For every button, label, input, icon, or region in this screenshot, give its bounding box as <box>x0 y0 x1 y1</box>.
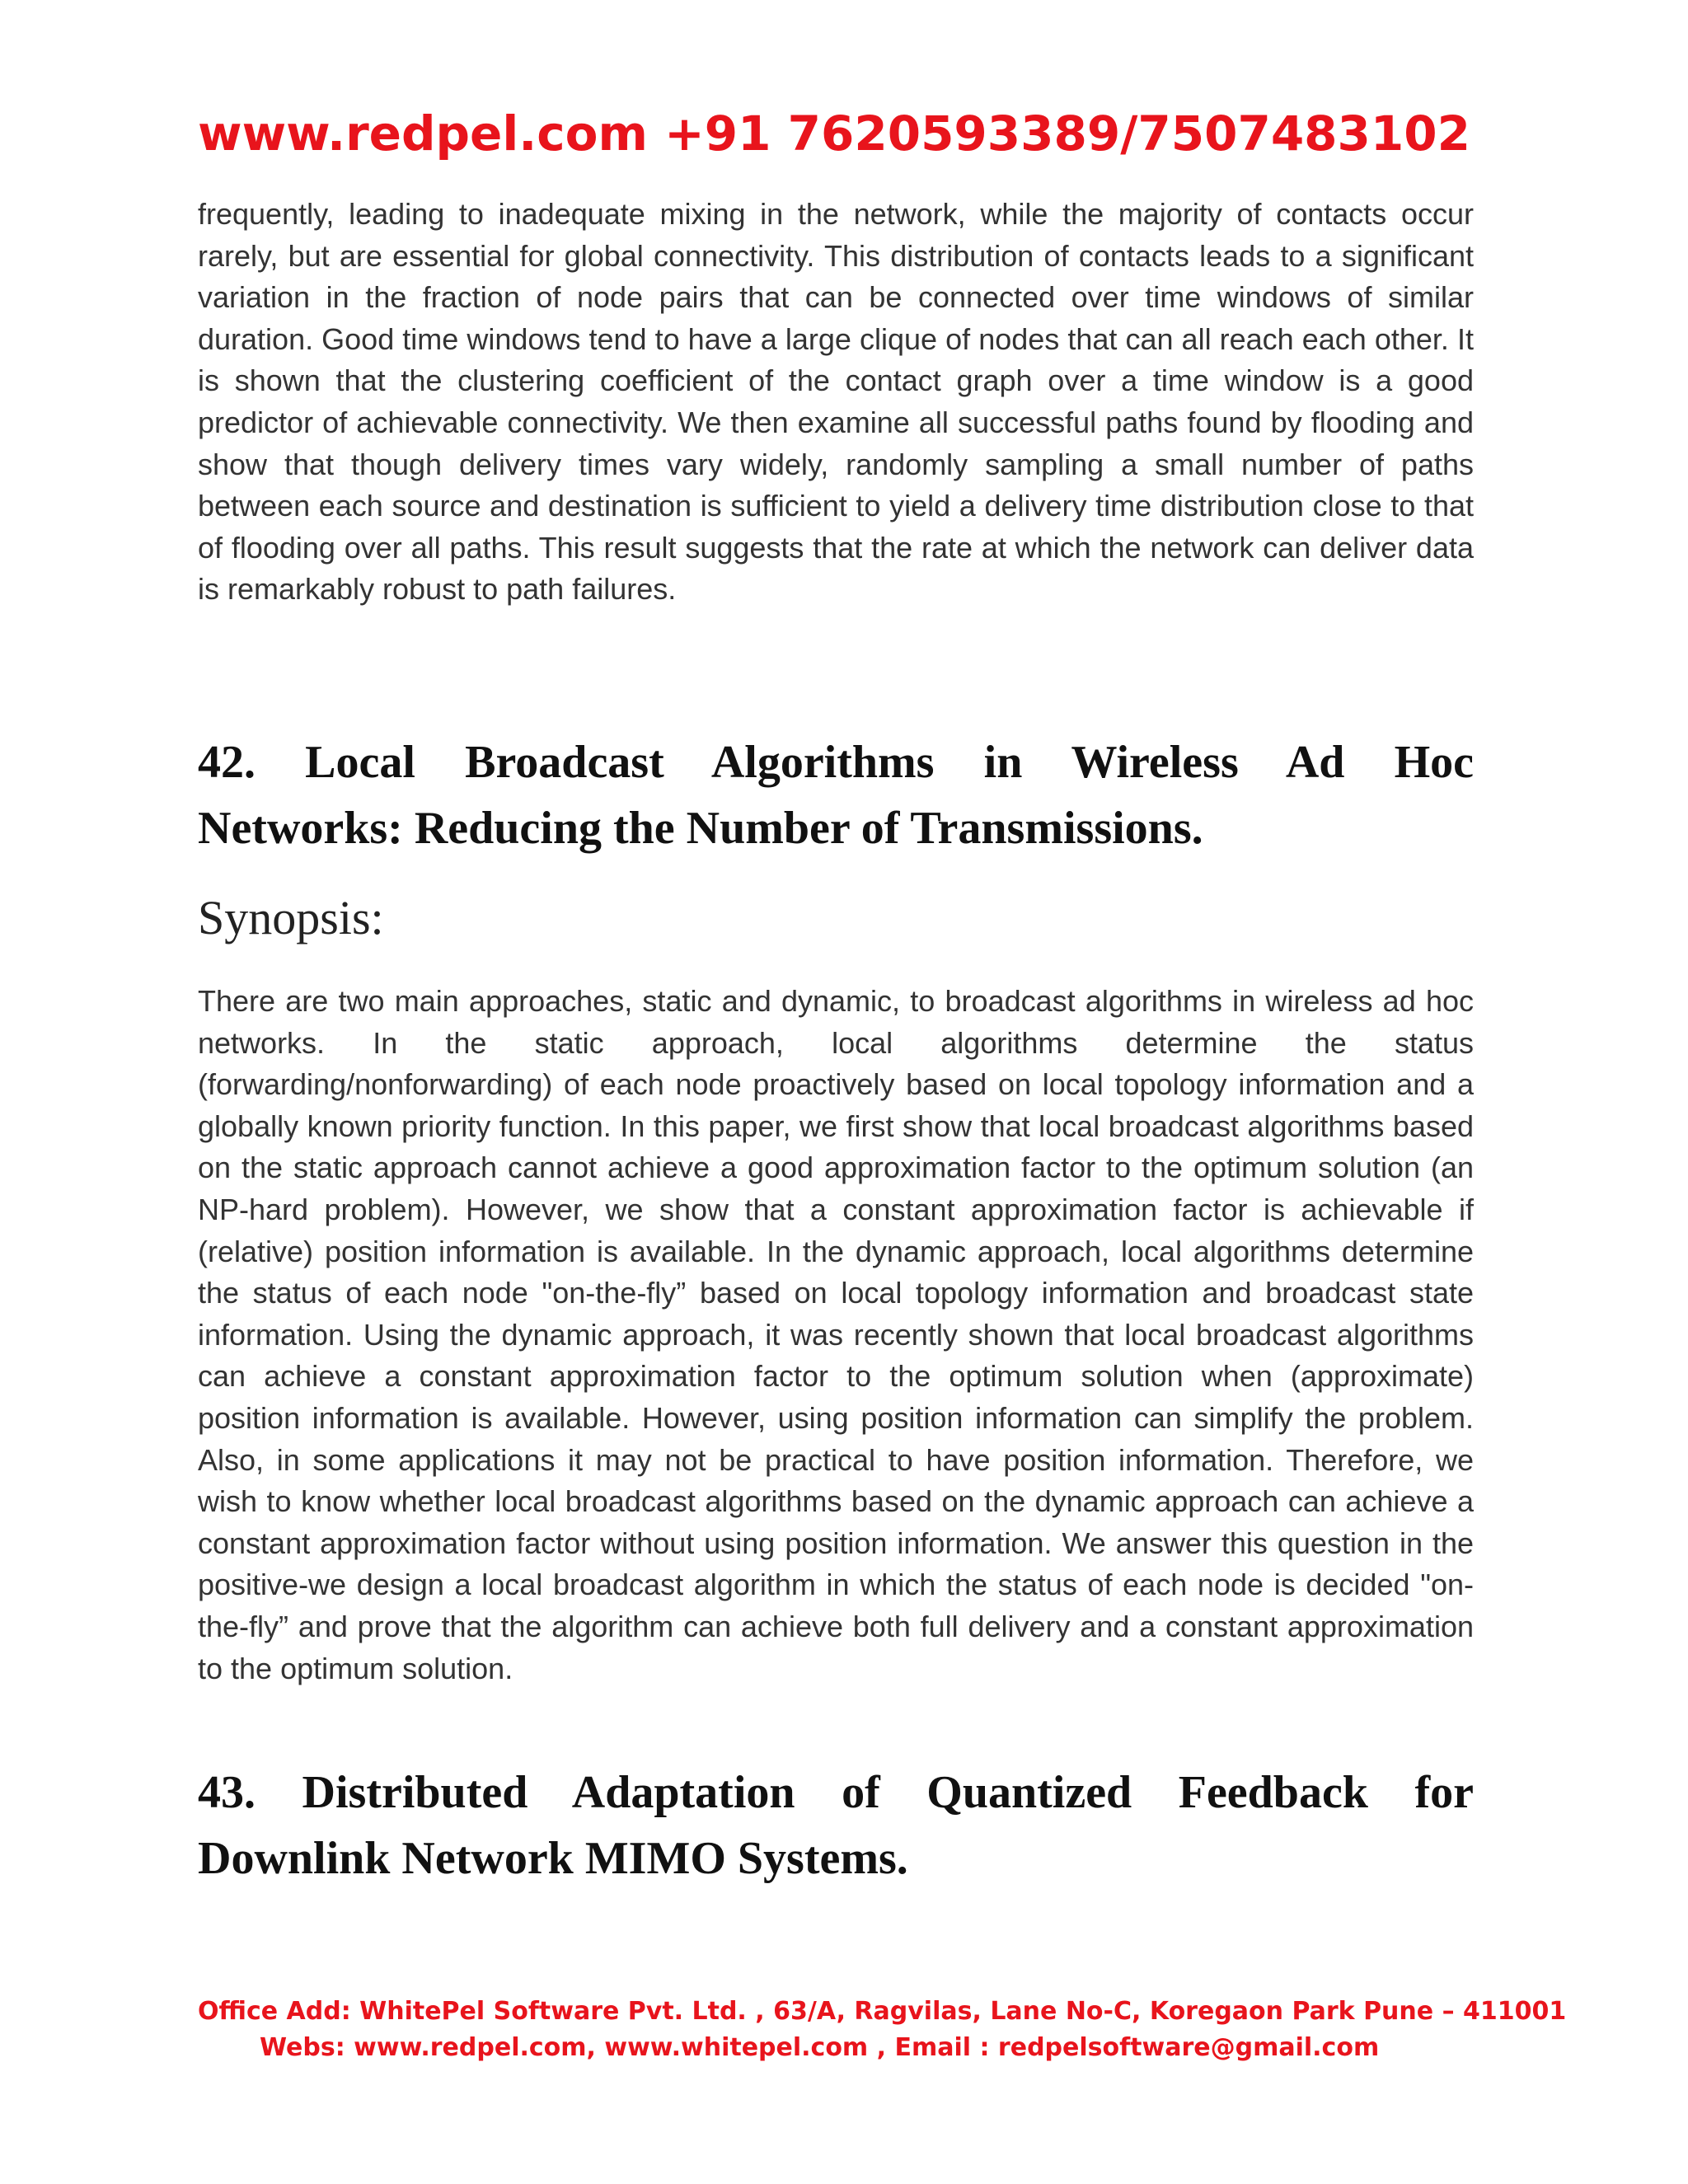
footer-webs: Webs: www.redpel.com, www.whitepel.com , Email : redpelsoftware@gmail.com <box>260 2033 1380 2062</box>
synopsis-label: Synopsis: <box>198 891 384 944</box>
section-42-title-line1: 42. Local Broadcast Algorithms in Wireless Ad Hoc <box>198 737 1474 788</box>
section-43-title-line2: Downlink Network MIMO Systems. <box>198 1833 908 1884</box>
header-contact: www.redpel.com +91 7620593389/7507483102 <box>198 105 1470 162</box>
synopsis-paragraph: There are two main approaches, static and dynamic, to broadcast algorithms in wireless ad hoc networks. In the static approach, local algorithms determine the status (forwarding/nonforwarding) of each node proactively based on local topology information and a globally known priority function. In this paper, we first show that local broadcast algorithms based on the static approach cannot achieve a good approximation factor to the optimum solution (an NP-hard problem). However, we show that a constant approximation factor is achievable if (relative) position information is available. In the dynamic approach, local algorithms determine the status of each node "on-the-fly” based on local topology information and broadcast state information. Using the dynamic approach, it was recently shown that local broadcast algorithms can achieve a constant approximation factor to the optimum solution when (approximate) position information is available. However, using position information can simplify the problem. Also, in some applications it may not be practical to have position information. Therefore, we wish to know whether local broadcast algorithms based on the dynamic approach can achieve a constant approximation factor without using position information. We answer this question in the positive-we design a local broadcast algorithm in which the status of each node is decided "on-the-fly” and prove that the algorithm can achieve both full delivery and a constant approximation to the optimum solution. <box>198 984 1474 1685</box>
section-43-heading <box>198 1760 1474 1891</box>
section-42-title-line2: Networks: Reducing the Number of Transmissions. <box>198 803 1203 854</box>
section-43-title-line1: 43. Distributed Adaptation of Quantized Feedback for <box>198 1767 1474 1818</box>
footer-address: Office Add: WhitePel Software Pvt. Ltd. , 63/A, Ragvilas, Lane No-C, Koregaon Park Pune – 411001 <box>198 1997 1567 2026</box>
intro-paragraph: frequently, leading to inadequate mixing in the network, while the majority of contacts occur rarely, but are essential for global connectivity. This distribution of contacts leads to a significant variation in the fraction of node pairs that can be connected over time windows of similar duration. Good time windows tend to have a large clique of nodes that can all reach each other. It is shown that the clustering coefficient of the contact graph over a time window is a good predictor of achievable connectivity. We then examine all successful paths found by flooding and show that though delivery times vary widely, randomly sampling a small number of paths between each source and destination is sufficient to yield a delivery time distribution close to that of flooding over all paths. This result suggests that the rate at which the network can deliver data is remarkably robust to path failures. <box>198 197 1474 607</box>
section-42-heading <box>198 729 1474 861</box>
